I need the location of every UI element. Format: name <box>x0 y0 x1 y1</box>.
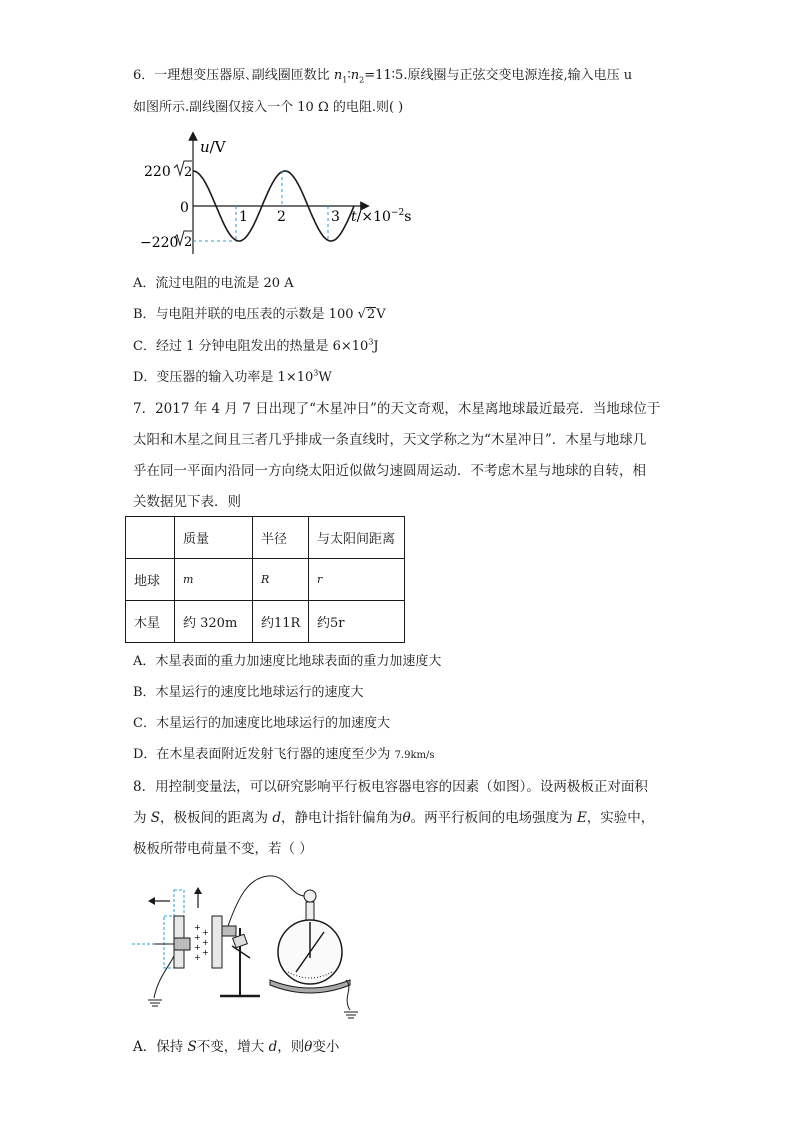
q7-stem-line1: 7．2017 年 4 月 7 日出现了“木星冲日”的天文奇观，木星离地球最近最亮．当地球位于 <box>133 401 661 417</box>
charge-plus: + <box>194 953 201 962</box>
q6-option-d[interactable]: D．变压器的输入功率是 $1\times 10^3W$ <box>133 368 332 385</box>
q6-stem-line2: 如图所示.副线圈仅接入一个 10 Ω 的电阻.则( ) <box>133 100 404 115</box>
tick-label-3: 3 <box>331 209 340 225</box>
move-left-arrowhead <box>148 897 155 905</box>
table-row <box>126 601 405 643</box>
table-header: 半径 <box>253 517 309 559</box>
q6-option-c[interactable]: C．经过 1 分钟电阻发出的热量是 $6\times 10^3J$ <box>133 337 379 354</box>
table-cell: m <box>175 559 253 601</box>
electrometer-stem <box>306 902 314 922</box>
table-header: 与太阳间距离 <box>309 517 405 559</box>
q7-stem-line2: 太阳和木星之间且三者几乎排成一条直线时，天文学称之为“木星冲日”．木星与地球几 <box>133 432 647 448</box>
table-row <box>126 559 405 601</box>
x-axis-label: $t/\times 10^{-2}s$ <box>351 208 412 225</box>
q8-option-a[interactable]: A．保持 S不变，增大 d，则θ变小 <box>133 1039 340 1055</box>
y-max-sqrt-arg: 2 <box>184 165 193 180</box>
q8-stem-line3: 极板所带电荷量不变，若（ ） <box>133 841 313 857</box>
charge-plus: + <box>202 948 209 957</box>
q7-option-a[interactable]: A．木星表面的重力加速度比地球表面的重力加速度大 <box>133 654 442 669</box>
q7-option-d[interactable]: D．在木星表面附近发射飞行器的速度至少为 7.9km/s <box>133 747 435 762</box>
voltage-time-graph <box>140 130 430 260</box>
q8-stem-line2: 为 S，极板间的距离为 d，静电计指针偏角为θ。两平行板间的电场强度为 E，实验中， <box>133 810 655 826</box>
q6-option-a[interactable]: A．流过电阻的电流是 20 A <box>133 276 294 291</box>
q7-stem-line3: 乎在同一平面内沿同一方向绕太阳近似做匀速圆周运动．不考虑木星与地球的自转，相 <box>133 463 646 479</box>
y-min-sqrt-arg: 2 <box>184 235 193 250</box>
right-plate-clamp <box>222 926 236 936</box>
table-cell: r <box>309 559 405 601</box>
charge-plus: + <box>194 943 201 952</box>
table-row <box>126 517 405 559</box>
table-cell: 约 320m <box>175 601 253 643</box>
move-up-arrowhead <box>194 887 202 894</box>
q6-option-b[interactable]: B．与电阻并联的电压表的示数是 100 √2V <box>133 307 386 322</box>
table-cell: 约5r <box>309 601 405 643</box>
electrometer-knob <box>304 890 316 902</box>
dashed-plate-left <box>164 916 174 968</box>
y-axis-label: u/V <box>200 138 226 156</box>
y-max-label: 220 <box>144 164 171 180</box>
table-header: 质量 <box>175 517 253 559</box>
q8-stem-line1: 8．用控制变量法，可以研究影响平行板电容器电容的因素（如图）。设两极板正对面积 <box>133 779 648 795</box>
q7-option-c[interactable]: C．木星运行的加速度比地球运行的加速度大 <box>133 716 390 731</box>
table-cell <box>126 517 175 559</box>
table-cell: 约11R <box>253 601 309 643</box>
table-cell: 木星 <box>126 601 175 643</box>
charge-plus: + <box>202 928 209 937</box>
y-min-label: −220 <box>140 235 179 251</box>
table-cell: 地球 <box>126 559 175 601</box>
planet-data-table <box>125 516 405 643</box>
capacitor-electrometer-diagram <box>128 868 368 1028</box>
left-plate-clamp <box>174 938 190 950</box>
connecting-wire <box>228 876 308 926</box>
q6-stem-line1: 6．一理想变压器原､副线圈匝数比 $n_1∶n_2=11∶5$.原线圈与正弦交变电源连接,输入电压 u <box>133 68 633 85</box>
charge-plus: + <box>202 938 209 947</box>
tick-label-1: 1 <box>239 209 248 225</box>
dashed-plate-upper <box>174 890 184 916</box>
table-cell: R <box>253 559 309 601</box>
charge-plus: + <box>194 933 201 942</box>
right-plate <box>212 916 222 968</box>
q7-stem-line4: 关数据见下表．则 <box>133 494 241 510</box>
origin-label: 0 <box>180 200 189 216</box>
q7-option-b[interactable]: B．木星运行的速度比地球运行的速度大 <box>133 685 364 700</box>
charge-plus: + <box>194 923 201 932</box>
tick-label-2: 2 <box>277 209 286 225</box>
